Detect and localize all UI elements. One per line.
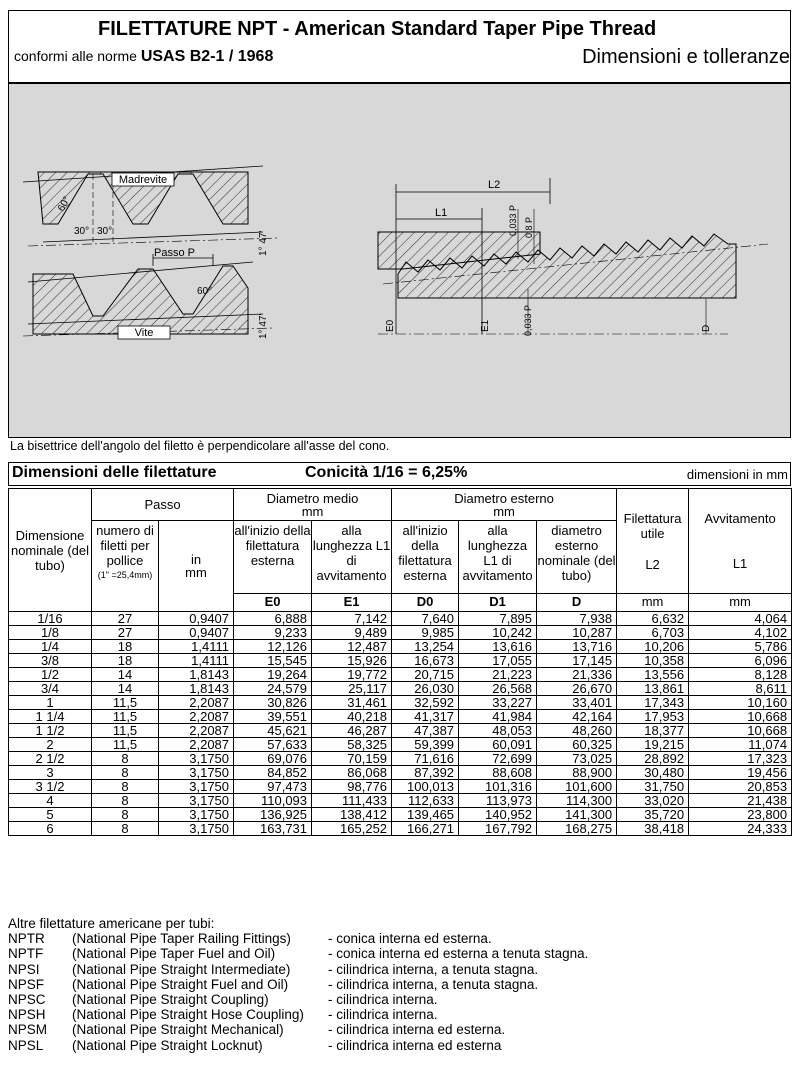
table-cell: 97,473 — [234, 780, 312, 794]
table-cell: 4,102 — [689, 626, 792, 640]
thread-name: (National Pipe Taper Fuel and Oil) — [72, 946, 276, 962]
thread-code: NPSC — [8, 992, 46, 1008]
table-cell: 57,633 — [234, 738, 312, 752]
table-cell: 88,608 — [459, 766, 537, 780]
table-cell: 14 — [92, 668, 159, 682]
header-d1: D1 — [459, 594, 537, 612]
table-cell: 112,633 — [392, 794, 459, 808]
table-cell: 26,568 — [459, 682, 537, 696]
table-cell: 8 — [92, 808, 159, 822]
list-item — [8, 977, 588, 992]
table-cell: 24,579 — [234, 682, 312, 696]
bisector-note: La bisettrice dell'angolo del filetto è perpendicolare all'asse del cono. — [10, 439, 390, 453]
table-cell: 165,252 — [312, 822, 392, 836]
table-cell: 31,461 — [312, 696, 392, 710]
table-cell: 101,600 — [537, 780, 617, 794]
header-engagement-label: Avvitamento — [704, 511, 776, 526]
table-cell: 114,300 — [537, 794, 617, 808]
table-cell: 167,792 — [459, 822, 537, 836]
table-cell: 11,5 — [92, 724, 159, 738]
table-cell: 6,096 — [689, 654, 792, 668]
header-useful-thread-label: Filettatura utile — [623, 510, 682, 541]
table-cell: 46,287 — [312, 724, 392, 738]
table-cell: 16,673 — [392, 654, 459, 668]
page-title: FILETTATURE NPT - American Standard Taper Pipe Thread — [98, 18, 657, 40]
table-body — [9, 612, 792, 836]
table-row — [9, 682, 792, 696]
table-row — [9, 640, 792, 654]
table-cell: 30,480 — [617, 766, 689, 780]
table-cell: 25,117 — [312, 682, 392, 696]
table-cell: 1 1/4 — [9, 710, 92, 724]
other-threads-title: Altre filettature americane per tubi: — [8, 916, 215, 931]
header-e0: E0 — [234, 594, 312, 612]
table-cell: 24,333 — [689, 822, 792, 836]
table-row — [9, 668, 792, 682]
table-row — [9, 822, 792, 836]
table-cell: 71,616 — [392, 752, 459, 766]
male-thread-label: Vite — [134, 327, 154, 339]
header-nominal-size: Dimensione nominale (del tubo) — [9, 489, 92, 612]
table-cell: 26,670 — [537, 682, 617, 696]
thread-desc: - conica interna ed esterna a tenuta stagna. — [328, 946, 589, 962]
taper-ratio: Conicità 1/16 = 6,25% — [305, 464, 468, 481]
table-cell: 3,1750 — [159, 822, 234, 836]
table-cell: 1/4 — [9, 640, 92, 654]
table-cell: 17,343 — [617, 696, 689, 710]
thread-desc: - cilindrica interna ed esterna. — [328, 1022, 506, 1038]
table-cell: 10,668 — [689, 710, 792, 724]
table-cell: 3 1/2 — [9, 780, 92, 794]
table-cell: 3,1750 — [159, 780, 234, 794]
angle-half-right: 30° — [97, 226, 113, 237]
table-cell: 1,8143 — [159, 668, 234, 682]
table-cell: 3 — [9, 766, 92, 780]
table-cell: 8 — [92, 822, 159, 836]
table-cell: 3,1750 — [159, 808, 234, 822]
dim-08p: 0,8 P — [524, 216, 534, 238]
table-row — [9, 696, 792, 710]
list-item — [8, 1022, 588, 1037]
table-cell: 28,892 — [617, 752, 689, 766]
table-cell: 86,068 — [312, 766, 392, 780]
header-e1: E1 — [312, 594, 392, 612]
table-cell: 1/2 — [9, 668, 92, 682]
table-cell: 13,861 — [617, 682, 689, 696]
table-cell: 12,487 — [312, 640, 392, 654]
table-cell: 8,611 — [689, 682, 792, 696]
table-cell: 42,164 — [537, 710, 617, 724]
list-item — [8, 1007, 588, 1022]
header-pitch-diameter-label: Diametro medio — [266, 490, 359, 506]
table-row — [9, 794, 792, 808]
other-threads-items — [8, 931, 588, 1053]
table-cell: 0,9407 — [159, 612, 234, 626]
table-cell: 15,926 — [312, 654, 392, 668]
table-cell: 21,336 — [537, 668, 617, 682]
header-l2-unit: mm — [617, 594, 689, 612]
table-cell: 60,325 — [537, 738, 617, 752]
table-cell: 2,2087 — [159, 710, 234, 724]
table-cell: 11,5 — [92, 710, 159, 724]
table-cell: 5 — [9, 808, 92, 822]
table-cell: 31,750 — [617, 780, 689, 794]
table-cell: 73,025 — [537, 752, 617, 766]
table-row — [9, 612, 792, 626]
thread-desc: - cilindrica interna, a tenuta stagna. — [328, 961, 539, 977]
table-cell: 20,853 — [689, 780, 792, 794]
table-cell: 87,392 — [392, 766, 459, 780]
table-cell: 2 — [9, 738, 92, 752]
table-cell: 7,938 — [537, 612, 617, 626]
table-cell: 138,412 — [312, 808, 392, 822]
list-item — [8, 1038, 588, 1053]
table-cell: 8,128 — [689, 668, 792, 682]
list-item — [8, 992, 588, 1007]
header-outer-diameter — [392, 489, 617, 521]
table-row — [9, 808, 792, 822]
table-title: Dimensioni delle filettature — [12, 464, 217, 481]
thread-desc: - conica interna ed esterna. — [328, 931, 492, 947]
thread-desc: - cilindrica interna. — [328, 992, 438, 1008]
thread-name: (National Pipe Straight Locknut) — [72, 1037, 263, 1053]
table-cell: 7,895 — [459, 612, 537, 626]
table-cell: 1/16 — [9, 612, 92, 626]
table-cell: 1/8 — [9, 626, 92, 640]
table-cell: 6,703 — [617, 626, 689, 640]
table-cell: 2,2087 — [159, 724, 234, 738]
thread-code: NPSL — [8, 1037, 44, 1053]
table-cell: 6,632 — [617, 612, 689, 626]
header-pitch: Passo — [92, 489, 234, 521]
table-cell: 3/8 — [9, 654, 92, 668]
table-cell: 6,888 — [234, 612, 312, 626]
table-row — [9, 654, 792, 668]
table-cell: 13,716 — [537, 640, 617, 654]
table-cell: 10,287 — [537, 626, 617, 640]
header-e1-desc: alla lunghezza L1 di avvitamento — [312, 521, 392, 594]
header-l1-unit: mm — [689, 594, 792, 612]
thread-name: (National Pipe Straight Mechanical) — [72, 1022, 284, 1038]
header-tpi-note: (1" =25,4mm) — [97, 570, 153, 580]
thread-desc: - cilindrica interna. — [328, 1007, 438, 1023]
table-cell: 41,317 — [392, 710, 459, 724]
thread-desc: - cilindrica interna ed esterna — [328, 1037, 502, 1053]
table-cell: 1,4111 — [159, 654, 234, 668]
table-cell: 110,093 — [234, 794, 312, 808]
standard-code: USAS B2-1 / 1968 — [140, 48, 274, 65]
table-cell: 0,9407 — [159, 626, 234, 640]
table-cell: 32,592 — [392, 696, 459, 710]
thread-name: (National Pipe Straight Hose Coupling) — [72, 1007, 304, 1023]
table-cell: 3,1750 — [159, 794, 234, 808]
female-thread-label: Madrevite — [118, 174, 168, 186]
dim-l1: L1 — [435, 207, 448, 219]
table-cell: 10,358 — [617, 654, 689, 668]
table-cell: 19,772 — [312, 668, 392, 682]
units-note: dimensioni in mm — [686, 467, 788, 482]
header-pitch-mm: mm — [185, 565, 207, 580]
table-cell: 19,264 — [234, 668, 312, 682]
table-cell: 45,621 — [234, 724, 312, 738]
table-cell: 11,074 — [689, 738, 792, 752]
header-pitch-diameter — [234, 489, 392, 521]
table-cell: 5,786 — [689, 640, 792, 654]
table-cell: 15,545 — [234, 654, 312, 668]
table-cell: 1,8143 — [159, 682, 234, 696]
header-e0-desc: all'inizio della filettatura esterna — [234, 521, 312, 594]
table-cell: 13,556 — [617, 668, 689, 682]
dim-e1: E1 — [480, 319, 491, 332]
header-d1-desc: alla lunghezza L1 di avvitamento — [459, 521, 537, 594]
table-row — [9, 724, 792, 738]
table-cell: 38,418 — [617, 822, 689, 836]
table-cell: 136,925 — [234, 808, 312, 822]
header-l2: L2 — [645, 556, 660, 572]
table-cell: 10,668 — [689, 724, 792, 738]
table-cell: 6 — [9, 822, 92, 836]
header-engagement — [689, 489, 792, 594]
table-cell: 4 — [9, 794, 92, 808]
thread-code: NPSI — [8, 961, 40, 977]
dim-d: D — [701, 324, 712, 332]
table-cell: 17,953 — [617, 710, 689, 724]
thread-name: (National Pipe Straight Intermediate) — [72, 961, 291, 977]
header-l1: L1 — [732, 556, 748, 571]
table-cell: 1 1/2 — [9, 724, 92, 738]
header-pitch-diameter-unit: mm — [301, 503, 324, 519]
table-cell: 20,715 — [392, 668, 459, 682]
table-cell: 70,159 — [312, 752, 392, 766]
thread-name: (National Pipe Straight Coupling) — [72, 992, 269, 1008]
table-cell: 60,091 — [459, 738, 537, 752]
table-cell: 10,242 — [459, 626, 537, 640]
table-cell: 19,215 — [617, 738, 689, 752]
taper-angle-bottom: 1° 47' — [258, 313, 269, 339]
table-row — [9, 626, 792, 640]
table-cell: 18 — [92, 654, 159, 668]
table-cell: 58,325 — [312, 738, 392, 752]
list-item — [8, 931, 588, 946]
table-cell: 27 — [92, 626, 159, 640]
angle-half-left: 30° — [74, 226, 90, 237]
header-pitch-in: in — [190, 552, 202, 567]
table-cell: 7,142 — [312, 612, 392, 626]
table-row — [9, 710, 792, 724]
table-cell: 8 — [92, 766, 159, 780]
table-row — [9, 780, 792, 794]
table-cell: 18 — [92, 640, 159, 654]
taper-angle-top: 1° 47' — [258, 230, 269, 256]
table-cell: 13,254 — [392, 640, 459, 654]
dim-e0: E0 — [385, 319, 396, 332]
table-cell: 33,020 — [617, 794, 689, 808]
table-cell: 14 — [92, 682, 159, 696]
conform-prefix: conformi alle norme — [14, 48, 137, 64]
table-cell: 1,4111 — [159, 640, 234, 654]
table-cell: 98,776 — [312, 780, 392, 794]
table-cell: 17,323 — [689, 752, 792, 766]
table-cell: 11,5 — [92, 696, 159, 710]
table-cell: 59,399 — [392, 738, 459, 752]
list-item — [8, 946, 588, 961]
thread-dimensions-table — [8, 488, 792, 836]
angle-full-top: 60° — [56, 194, 74, 214]
angle-full-bottom: 60° — [197, 286, 213, 297]
table-cell: 48,260 — [537, 724, 617, 738]
table-cell: 26,030 — [392, 682, 459, 696]
header-tpi — [92, 521, 159, 612]
table-cell: 21,438 — [689, 794, 792, 808]
table-cell: 12,126 — [234, 640, 312, 654]
table-cell: 10,160 — [689, 696, 792, 710]
table-cell: 41,984 — [459, 710, 537, 724]
table-cell: 4,064 — [689, 612, 792, 626]
table-row — [9, 738, 792, 752]
table-cell: 40,218 — [312, 710, 392, 724]
table-cell: 113,973 — [459, 794, 537, 808]
table-row — [9, 766, 792, 780]
taper-thread-profile — [378, 178, 768, 334]
table-cell: 19,456 — [689, 766, 792, 780]
table-cell: 17,145 — [537, 654, 617, 668]
table-cell: 33,227 — [459, 696, 537, 710]
table-cell: 35,720 — [617, 808, 689, 822]
table-cell: 139,465 — [392, 808, 459, 822]
header-tpi-label: numero di filetti per pollice — [96, 523, 154, 568]
table-cell: 140,952 — [459, 808, 537, 822]
other-threads-list — [8, 916, 588, 1053]
table-cell: 30,826 — [234, 696, 312, 710]
table-cell: 100,013 — [392, 780, 459, 794]
table-cell: 101,316 — [459, 780, 537, 794]
dim-l2: L2 — [488, 179, 501, 191]
thread-code: NPTR — [8, 931, 45, 947]
table-cell: 13,616 — [459, 640, 537, 654]
table-cell: 3/4 — [9, 682, 92, 696]
table-cell: 1 — [9, 696, 92, 710]
table-cell: 168,275 — [537, 822, 617, 836]
header-d0: D0 — [392, 594, 459, 612]
table-cell: 9,985 — [392, 626, 459, 640]
list-item — [8, 962, 588, 977]
thread-code: NPSF — [8, 976, 45, 992]
thread-drawing — [8, 84, 791, 438]
madrevite-label-box — [112, 173, 174, 186]
table-cell: 84,852 — [234, 766, 312, 780]
table-cell: 9,489 — [312, 626, 392, 640]
header-d: D — [537, 594, 617, 612]
table-cell: 21,223 — [459, 668, 537, 682]
table-cell: 111,433 — [312, 794, 392, 808]
header-pitch-units — [159, 521, 234, 612]
table-cell: 3,1750 — [159, 752, 234, 766]
table-cell: 23,800 — [689, 808, 792, 822]
table-cell: 2,2087 — [159, 738, 234, 752]
header-outer-diameter-unit: mm — [493, 503, 515, 519]
table-cell: 8 — [92, 794, 159, 808]
table-cell: 33,401 — [537, 696, 617, 710]
table-cell: 18,377 — [617, 724, 689, 738]
standard-line — [14, 48, 273, 66]
table-cell: 27 — [92, 612, 159, 626]
table-cell: 88,900 — [537, 766, 617, 780]
table-row — [9, 752, 792, 766]
table-cell: 10,206 — [617, 640, 689, 654]
table-cell: 7,640 — [392, 612, 459, 626]
thread-desc: - cilindrica interna, a tenuta stagna. — [328, 976, 539, 992]
table-cell: 8 — [92, 780, 159, 794]
table-cell: 17,055 — [459, 654, 537, 668]
header-outer-diameter-label: Diametro esterno — [454, 490, 554, 506]
thread-code: NPTF — [8, 946, 44, 962]
table-cell: 11,5 — [92, 738, 159, 752]
dim-033p-top: 0,033 P — [508, 204, 518, 236]
table-cell: 8 — [92, 752, 159, 766]
male-thread-profile — [23, 254, 273, 336]
header-d0-desc: all'inizio della filettatura esterna — [392, 521, 459, 594]
page-subtitle: Dimensioni e tolleranze — [582, 46, 790, 68]
table-cell: 69,076 — [234, 752, 312, 766]
table-cell: 3,1750 — [159, 766, 234, 780]
thread-code: NPSM — [8, 1022, 48, 1038]
vite-label-box — [118, 326, 170, 339]
table-cell: 163,731 — [234, 822, 312, 836]
header-d-desc: diametro esterno nominale (del tubo) — [537, 521, 617, 594]
table-cell: 141,300 — [537, 808, 617, 822]
header-useful-thread — [617, 489, 689, 594]
thread-name: (National Pipe Taper Railing Fittings) — [72, 931, 291, 947]
table-cell: 72,699 — [459, 752, 537, 766]
table-cell: 39,551 — [234, 710, 312, 724]
pitch-label: Passo P — [154, 247, 195, 259]
table-cell: 47,387 — [392, 724, 459, 738]
table-cell: 2,2087 — [159, 696, 234, 710]
dim-033p-bottom: 0,033 P — [523, 304, 533, 336]
table-cell: 9,233 — [234, 626, 312, 640]
thread-code: NPSH — [8, 1007, 46, 1023]
thread-name: (National Pipe Straight Fuel and Oil) — [72, 976, 289, 992]
table-cell: 166,271 — [392, 822, 459, 836]
table-cell: 2 1/2 — [9, 752, 92, 766]
table-cell: 48,053 — [459, 724, 537, 738]
